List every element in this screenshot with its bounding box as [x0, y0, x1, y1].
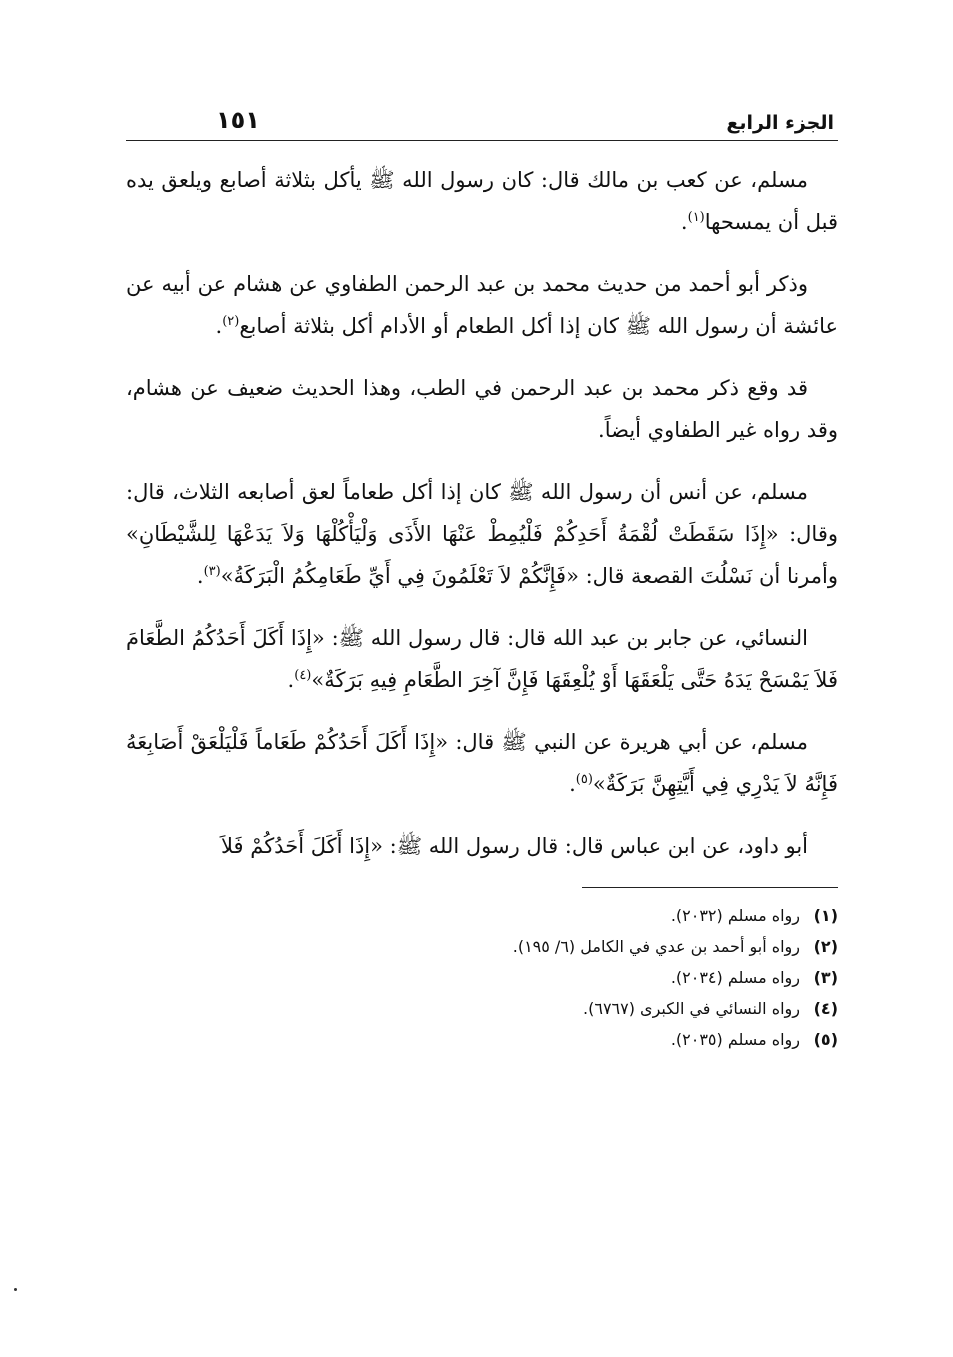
footnote-ref: (٥)	[575, 772, 593, 787]
footnote	[126, 993, 838, 1024]
body-text	[126, 159, 838, 867]
footnote-text: رواه أبو أحمد بن عدي في الكامل (٦/ ١٩٥).	[512, 937, 800, 956]
paragraph: قد وقع ذكر محمد بن عبد الرحمن في الطب، وهذا الحديث ضعيف عن هشام، وقد رواه غير الطفاوي أيضاً.	[126, 376, 838, 442]
footnote	[126, 931, 838, 962]
footnote-number: (٣)	[813, 968, 838, 987]
footnote-number: (٥)	[813, 1030, 838, 1049]
footnote-number: (٤)	[813, 999, 838, 1018]
scan-speck	[14, 1288, 17, 1291]
paragraph: وذكر أبو أحمد من حديث محمد بن عبد الرحمن الطفاوي عن هشام عن أبيه عن عائشة أن رسول الله ﷺ كان إذا أكل الطعام أو الأدام أكل بثلاثة أصابع$^{(٢)}$.	[126, 272, 838, 338]
book-page	[126, 92, 838, 1055]
footnote-number: (١)	[813, 906, 838, 925]
footnote-ref: (٤)	[294, 668, 312, 683]
paragraph: مسلم، عن أبي هريرة عن النبي ﷺ قال: «إِذَا أَكَلَ أَحَدُكُمْ طَعَاماً فَلْيَلْعَقْ أَصَابِعَهُ فَإِنَّهُ لاَ يَدْرِي فِي أَيَّتِهِنَّ بَرَكَةٌ»$^{(٥)}$.	[126, 730, 838, 796]
paragraph: أبو داود، عن ابن عباس قال: قال رسول الله ﷺ: «إِذَا أَكَلَ أَحَدُكُمْ فَلاَ	[220, 834, 808, 858]
paragraph: مسلم، عن كعب بن مالك قال: كان رسول الله ﷺ يأكل بثلاثة أصابع ويلعق يده قبل أن يمسحها$^{(١)}$.	[126, 168, 838, 234]
footnote-text: رواه النسائي في الكبرى (٦٧٦٧).	[583, 999, 800, 1018]
footnote-ref: (٣)	[203, 564, 221, 579]
footnote-ref: (٢)	[222, 314, 240, 329]
footnote	[126, 1024, 838, 1055]
footnote-ref: (١)	[687, 210, 705, 225]
footnote-text: رواه مسلم (٢٠٣٥).	[670, 1030, 800, 1049]
footnote-number: (٢)	[813, 937, 838, 956]
running-title: الجزء الرابع	[726, 112, 834, 134]
footnotes	[126, 900, 838, 1055]
footnote-text: رواه مسلم (٢٠٣٤).	[670, 968, 800, 987]
footnote-text: رواه مسلم (٢٠٣٢).	[670, 906, 800, 925]
footnote	[126, 900, 838, 931]
paragraph: النسائي، عن جابر بن عبد الله قال: قال رسول الله ﷺ: «إِذَا أَكَلَ أَحَدُكُمُ الطَّعَامَ فَلاَ يَمْسَحْ يَدَهُ حَتَّى يَلْعَقَهَا أَوْ يُلْعِقَهَا فَإِنَّ آخِرَ الطَّعَامِ فِيهِ بَرَكَةٌ»$^{(٤)}$.	[126, 626, 838, 692]
page-number: ١٥١	[216, 106, 260, 134]
paragraph: مسلم، عن أنس أن رسول الله ﷺ كان إذا أكل طعاماً لعق أصابعه الثلاث، قال: وقال: «إِذَا سَقَطَتْ لُقْمَةُ أَحَدِكُمْ فَلْيُمِطْ عَنْهَا الأَذَى وَلْيَأْكُلْهَا وَلاَ يَدَعْهَا لِلشَّيْطَانِ» وأمرنا أن نَسْلُتَ القصعة قال: «فَإِنَّكُمْ لاَ تَعْلَمُونَ فِي أَيِّ طَعَامِكُمُ الْبَرَكَةُ»$^{(٣)}$.	[126, 480, 838, 588]
page-header	[126, 92, 838, 141]
footnote-divider	[582, 887, 838, 888]
footnote	[126, 962, 838, 993]
